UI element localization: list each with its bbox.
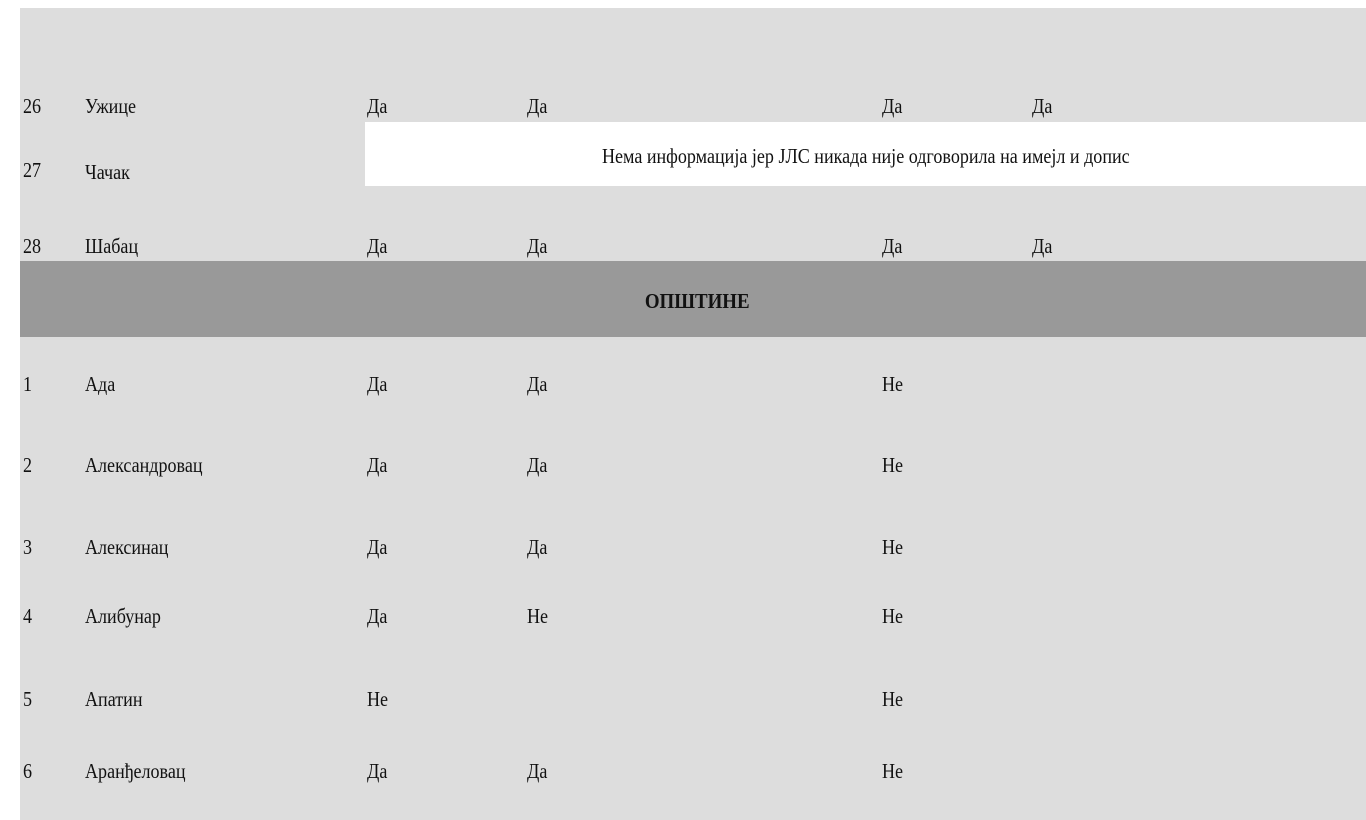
row-name: Чачак: [85, 160, 130, 184]
row-name: Аранђеловац: [85, 759, 186, 783]
cell-col2: Да: [527, 535, 548, 559]
section-header: [20, 261, 1366, 337]
cell-col3: Да: [882, 94, 903, 118]
row-number: 6: [23, 759, 33, 783]
no-information-notice: [365, 122, 1366, 186]
row-name: Ужице: [85, 94, 137, 118]
cell-col2: Да: [527, 759, 548, 783]
cell-col3: Не: [882, 535, 904, 559]
cell-col2: Да: [527, 453, 548, 477]
cell-col1: Да: [367, 94, 388, 118]
document-page: [20, 8, 1366, 820]
row-number: 3: [23, 535, 33, 559]
row-number: 27: [23, 158, 42, 182]
row-number: 4: [23, 604, 33, 628]
row-name: Алибунар: [85, 604, 161, 628]
cell-col2: Не: [527, 604, 549, 628]
row-number: 28: [23, 234, 42, 258]
cell-col4: Да: [1032, 94, 1053, 118]
cell-col3: Не: [882, 759, 904, 783]
row-name: Апатин: [85, 687, 143, 711]
cell-col1: Да: [367, 759, 388, 783]
cell-col2: Да: [527, 372, 548, 396]
cell-col1: Не: [367, 687, 389, 711]
cell-col1: Да: [367, 453, 388, 477]
row-number: 2: [23, 453, 33, 477]
row-number: 26: [23, 94, 42, 118]
cell-col2: Да: [527, 234, 548, 258]
row-name: Ада: [85, 372, 116, 396]
cell-col3: Не: [882, 453, 904, 477]
cell-col3: Не: [882, 604, 904, 628]
cell-col3: Не: [882, 372, 904, 396]
cell-col1: Да: [367, 535, 388, 559]
cell-col3: Да: [882, 234, 903, 258]
row-name: Александровац: [85, 453, 203, 477]
cell-col1: Да: [367, 234, 388, 258]
row-number: 5: [23, 687, 33, 711]
notice-text: Нема информација јер ЈЛС никада није одговорила на имејл и допис: [601, 144, 1130, 168]
cell-col2: Да: [527, 94, 548, 118]
cell-col4: Да: [1032, 234, 1053, 258]
section-title: ОПШТИНЕ: [644, 289, 750, 313]
cell-col3: Не: [882, 687, 904, 711]
cell-col1: Да: [367, 372, 388, 396]
row-number: 1: [23, 372, 33, 396]
row-name: Шабац: [85, 234, 139, 258]
cell-col1: Да: [367, 604, 388, 628]
row-name: Алексинац: [85, 535, 169, 559]
